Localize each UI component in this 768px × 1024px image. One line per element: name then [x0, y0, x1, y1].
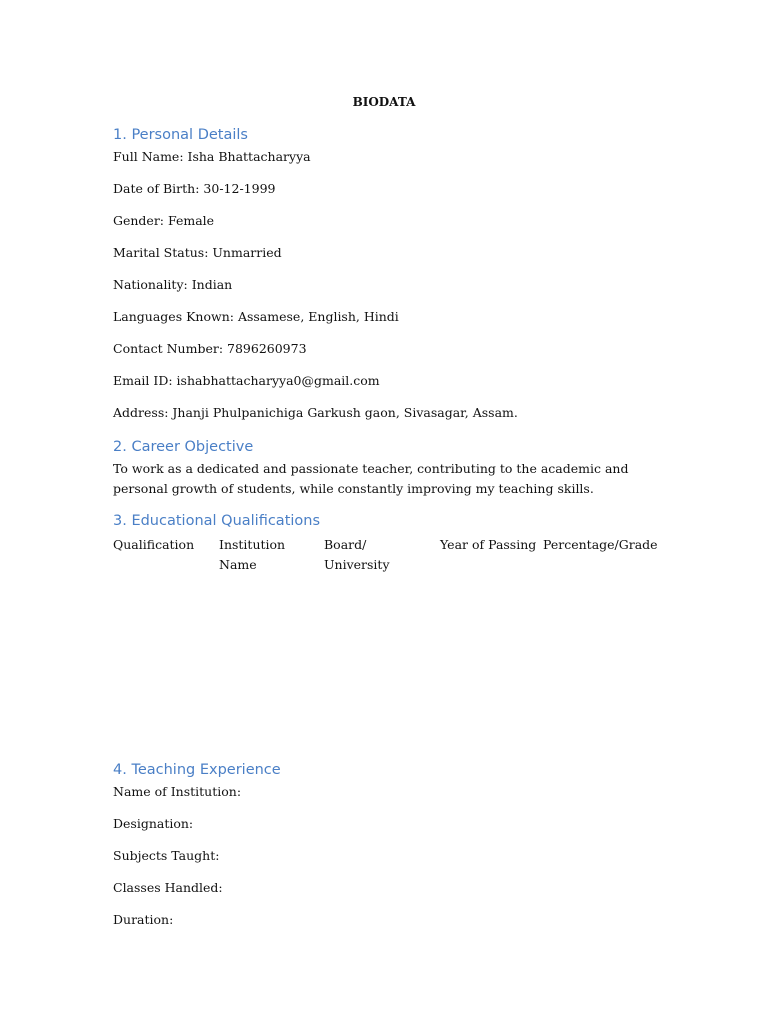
duration-line: Duration: [113, 912, 174, 927]
marital-status-line: Marital Status: Unmarried [113, 245, 282, 260]
subjects-taught-line: Subjects Taught: [113, 848, 220, 863]
column-board-university: Board/ University [324, 537, 390, 572]
designation-line: Designation: [113, 816, 194, 831]
gender-line: Gender: Female [113, 213, 215, 228]
personal-details-heading: 1. Personal Details [113, 127, 248, 143]
educational-qualifications-heading: 3. Educational Qualifications [113, 513, 321, 529]
career-objective-text: To work as a dedicated and passionate teacher, contributing to the academic and personal growth of students, while constantly improving my teaching skills. [113, 461, 629, 496]
contact-number-line: Contact Number: 7896260973 [113, 341, 307, 356]
languages-line: Languages Known: Assamese, English, Hindi [113, 309, 399, 324]
career-objective-heading: 2. Career Objective [113, 439, 254, 455]
column-institution-name: Institution Name [219, 537, 286, 572]
address-line: Address: Jhanji Phulpanichiga Garkush gaon, Sivasagar, Assam. [113, 405, 518, 420]
document-title: BIODATA [352, 95, 416, 109]
teaching-experience-heading: 4. Teaching Experience [113, 762, 281, 778]
column-percentage-grade: Percentage/Grade [543, 537, 658, 552]
email-line: Email ID: ishabhattacharyya0@gmail.com [113, 373, 380, 388]
date-of-birth-line: Date of Birth: 30-12-1999 [113, 181, 276, 196]
classes-handled-line: Classes Handled: [113, 880, 223, 895]
column-qualification: Qualification [113, 537, 195, 552]
institution-name-line: Name of Institution: [113, 784, 242, 799]
column-year-of-passing: Year of Passing [440, 537, 537, 552]
nationality-line: Nationality: Indian [113, 277, 233, 292]
full-name-line: Full Name: Isha Bhattacharyya [113, 149, 311, 164]
